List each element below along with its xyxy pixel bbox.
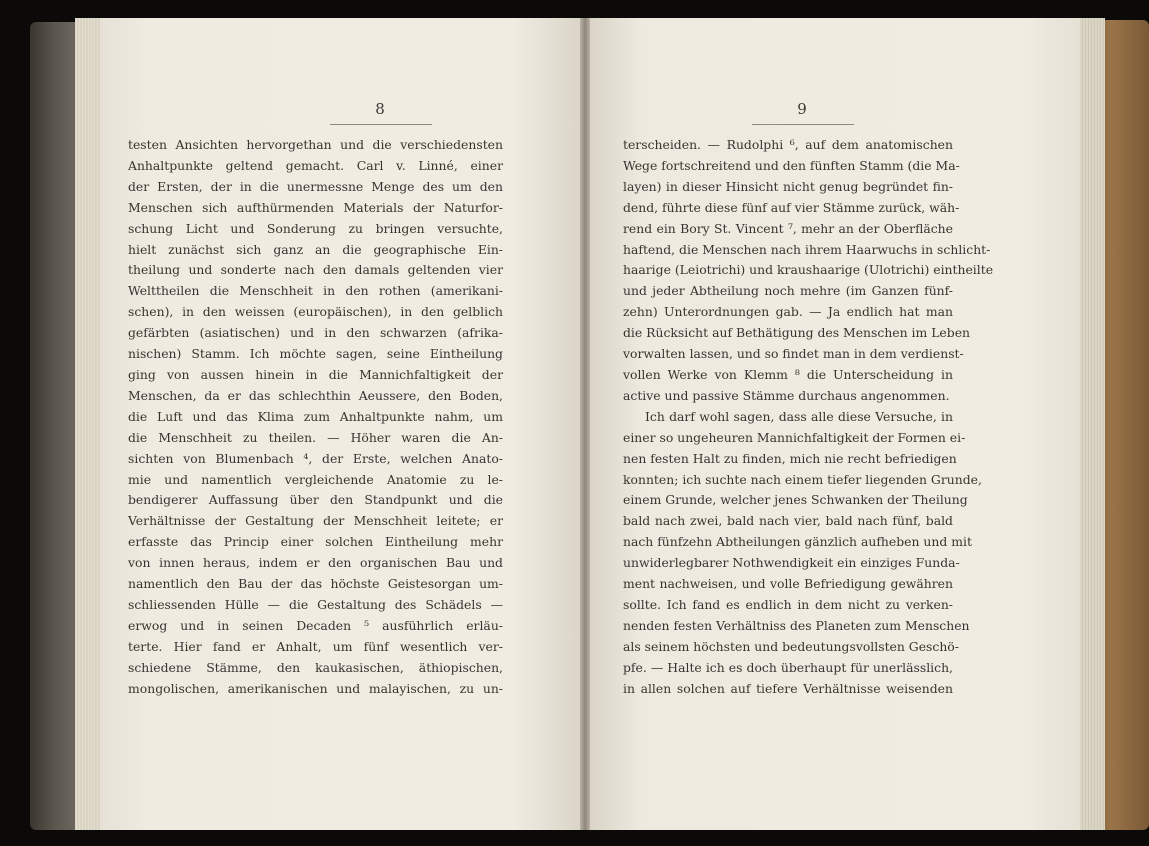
text-line: Menschen sich aufthürmenden Materials der Naturfor- bbox=[128, 199, 503, 215]
left-page-number: 8 bbox=[375, 100, 385, 118]
text-line: einem Grunde, welcher jenes Schwanken der Theilung bbox=[623, 492, 968, 508]
text-line: nischen) Stamm. Ich möchte sagen, seine Eintheilung bbox=[128, 346, 503, 362]
text-line: layen) in dieser Hinsicht nicht genug begründet fin- bbox=[623, 178, 953, 194]
text-line: mie und namentlich vergleichende Anatomie zu le- bbox=[128, 471, 503, 487]
text-line: die Menschheit zu theilen. — Höher waren die An- bbox=[128, 429, 503, 445]
right-page-number: 9 bbox=[797, 100, 807, 118]
text-line: bald nach zwei, bald nach vier, bald nach fünf, bald bbox=[623, 513, 953, 529]
text-line: sollte. Ich fand es endlich in dem nicht zu verken- bbox=[623, 596, 953, 612]
text-line: Welttheilen die Menschheit in den rothen (amerikani- bbox=[128, 283, 503, 299]
text-line: testen Ansichten hervorgethan und die verschiedensten bbox=[128, 137, 503, 152]
text-line: erwog und in seinen Decaden ⁵ ausführlich erläu- bbox=[128, 617, 503, 633]
text-line: Anhaltpunkte geltend gemacht. Carl v. Linné, einer bbox=[128, 157, 503, 173]
text-line: dend, führte diese fünf auf vier Stämme zurück, wäh- bbox=[623, 199, 960, 215]
text-line: schiedene Stämme, den kaukasischen, äthiopischen, bbox=[128, 659, 503, 675]
text-line: vollen Werke von Klemm ⁸ die Unterscheidung in bbox=[623, 366, 953, 382]
text-line: Ich darf wohl sagen, dass alle diese Versuche, in bbox=[645, 408, 953, 424]
text-line: theilung und sonderte nach den damals geltenden vier bbox=[128, 262, 503, 278]
text-line: und jeder Abtheilung noch mehre (im Ganzen fünf- bbox=[623, 283, 953, 299]
text-line: Wege fortschreitend und den fünften Stamm (die Ma- bbox=[623, 157, 960, 173]
text-line: haarige (Leiotrichi) und kraushaarige (Ulotrichi) eintheilte bbox=[623, 262, 994, 278]
text-line: Menschen, da er das schlechthin Aeussere, den Boden, bbox=[128, 387, 503, 403]
text-line: erfasste das Princip einer solchen Eintheilung mehr bbox=[128, 534, 503, 550]
text-line: schen), in den weissen (europäischen), in den gelblich bbox=[128, 304, 503, 320]
text-line: Verhältnisse der Gestaltung der Menschheit leitete; er bbox=[128, 513, 503, 529]
text-line: als seinem höchsten und bedeutungsvollsten Geschö- bbox=[623, 638, 959, 654]
text-line: active und passive Stämme durchaus angenommen. bbox=[623, 387, 950, 403]
text-line: pfe. — Halte ich es doch überhaupt für unerlässlich, bbox=[623, 659, 953, 675]
text-line: vorwalten lassen, und so findet man in dem verdienst- bbox=[623, 346, 964, 362]
text-line: nenden festen Verhältniss des Planeten zum Menschen bbox=[623, 617, 970, 633]
text-line: namentlich den Bau der das höchste Geistesorgan um- bbox=[128, 576, 503, 592]
text-line: ment nachweisen, und volle Befriedigung gewähren bbox=[623, 576, 953, 592]
text-line: die Luft und das Klima zum Anhaltpunkte nahm, um bbox=[128, 408, 503, 424]
text-line: rend ein Bory St. Vincent ⁷, mehr an der Oberfläche bbox=[623, 220, 953, 236]
text-line: bendigerer Auffassung über den Standpunkt und die bbox=[128, 492, 503, 508]
text-line: terte. Hier fand er Anhalt, um fünf wesentlich ver- bbox=[128, 638, 503, 654]
text-line: gefärbten (asiatischen) und in den schwarzen (afrika- bbox=[128, 325, 503, 341]
text-line: unwiderlegbarer Nothwendigkeit ein einziges Funda- bbox=[623, 555, 960, 571]
text-line: haftend, die Menschen nach ihrem Haarwuchs in schlicht- bbox=[623, 241, 991, 257]
left-header-rule bbox=[330, 124, 432, 125]
text-line: schung Licht und Sonderung zu bringen versuchte, bbox=[128, 220, 503, 236]
text-line: zehn) Unterordnungen gab. — Ja endlich hat man bbox=[623, 304, 953, 320]
text-line: hielt zunächst sich ganz an die geographische Ein- bbox=[128, 241, 503, 257]
book-gutter bbox=[580, 18, 590, 830]
text-line: der Ersten, der in die unermessne Menge des um den bbox=[128, 178, 503, 194]
text-line: terscheiden. — Rudolphi ⁶, auf dem anatomischen bbox=[623, 137, 953, 152]
text-line: von innen heraus, indem er den organischen Bau und bbox=[128, 555, 503, 571]
right-header-rule bbox=[752, 124, 854, 125]
text-line: mongolischen, amerikanischen und malayischen, zu un- bbox=[128, 680, 503, 696]
text-line: schliessenden Hülle — die Gestaltung des Schädels — bbox=[128, 596, 503, 612]
text-line: sichten von Blumenbach ⁴, der Erste, welchen Anato- bbox=[128, 450, 503, 466]
text-line: die Rücksicht auf Bethätigung des Menschen im Leben bbox=[623, 325, 971, 341]
right-page-body bbox=[623, 135, 994, 699]
text-line: einer so ungeheuren Mannichfaltigkeit der Formen ei- bbox=[623, 429, 966, 445]
text-line: in allen solchen auf tiefere Verhältnisse weisenden bbox=[623, 680, 953, 696]
text-line: ging von aussen hinein in die Mannichfaltigkeit der bbox=[128, 366, 503, 382]
text-line: nen festen Halt zu finden, mich nie recht befriedigen bbox=[623, 450, 957, 466]
text-line: nach fünfzehn Abtheilungen gänzlich aufheben und mit bbox=[623, 534, 972, 550]
text-line: konnten; ich suchte nach einem tiefer liegenden Grunde, bbox=[623, 471, 982, 487]
left-page-body bbox=[128, 135, 503, 699]
